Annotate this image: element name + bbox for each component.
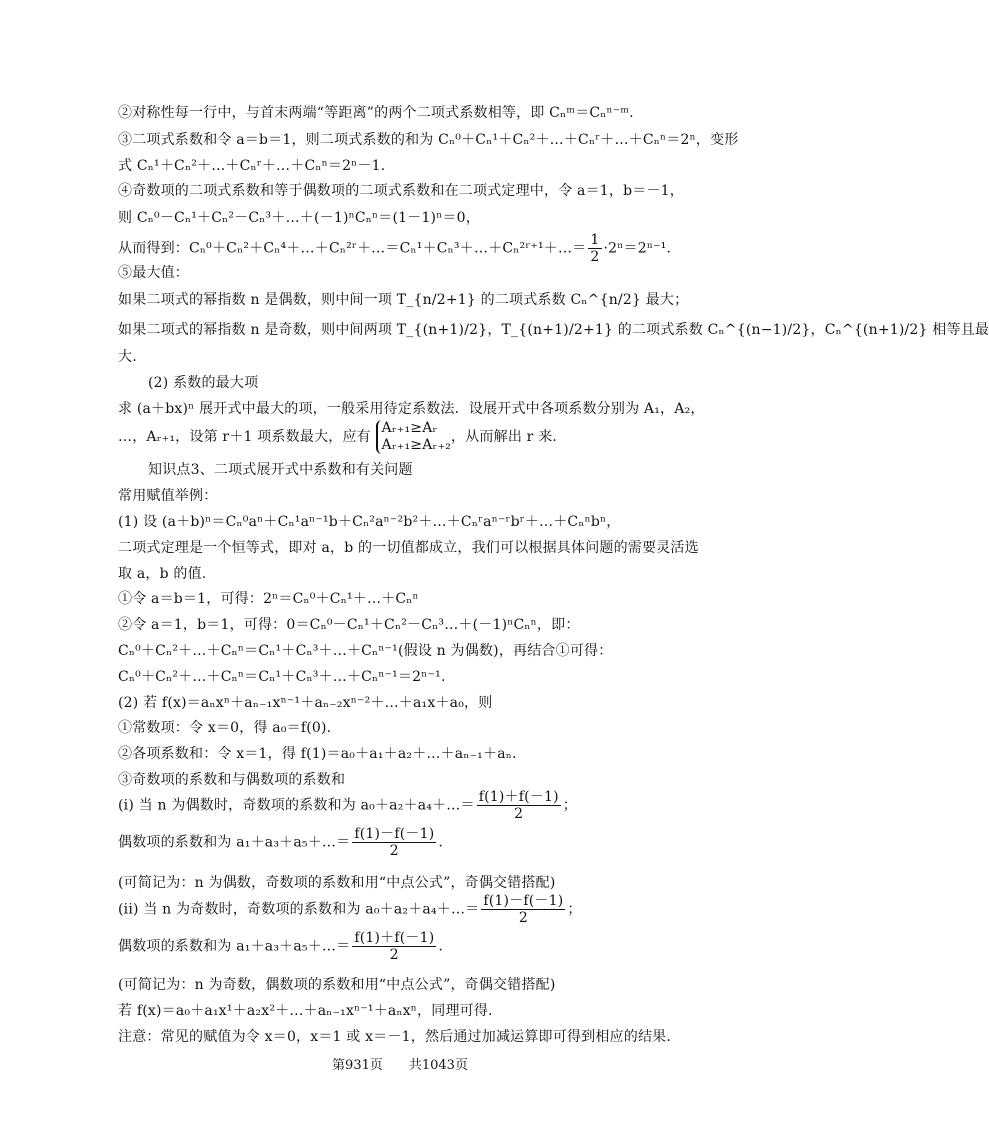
- inequality-row-2: Aᵣ₊₁≥Aᵣ₊₂: [381, 437, 452, 454]
- fraction-numerator: f(1)＋f(－1): [354, 929, 435, 946]
- inequality-system: [376, 420, 451, 454]
- max-system-line: [118, 420, 557, 454]
- even-n-odd-sum-line: [118, 789, 577, 822]
- max-term-heading: (2) 系数的最大项: [148, 374, 259, 391]
- odd-n-odd-sum-line: [118, 893, 582, 926]
- fraction-denominator: 2: [514, 806, 524, 823]
- symmetry-line: ②对称性每一行中，与首末两端“等距离”的两个二项式系数相等，即 Cₙᵐ＝Cₙⁿ⁻ᵐ.: [118, 104, 634, 121]
- max-even-line: 如果二项式的幂指数 n 是偶数，则中间一项 T_{n/2+1} 的二项式系数 Cₙ^{n/2} 最大；: [118, 291, 689, 308]
- fraction-numerator: f(1)－f(－1): [354, 826, 435, 843]
- fraction-numerator: f(1)－f(－1): [483, 892, 564, 909]
- fraction-denominator: 2: [518, 909, 528, 926]
- even-n-even-suffix: .: [438, 834, 444, 851]
- general-poly-line: 若 f(x)＝a₀＋a₁x¹＋a₂x²＋…＋aₙ₋₁xⁿ⁻¹＋aₙxⁿ，同理可得.: [118, 1002, 493, 1019]
- even-n-even-fraction: [352, 826, 436, 859]
- odd-even-sum-line: ④奇数项的二项式系数和等于偶数项的二项式系数和在二项式定理中，令 a＝1，b＝－1，: [118, 183, 684, 200]
- max-term-line: 求 (a＋bx)ⁿ 展开式中最大的项，一般采用待定系数法．设展开式中各项系数分别为 A₁，A₂，: [118, 400, 705, 417]
- note-line: 注意：常见的赋值为令 x＝0，x＝1 或 x＝－1，然后通过加减运算即可得到相应的结果.: [118, 1028, 672, 1045]
- even-n-odd-fraction: [477, 789, 561, 822]
- assign-2-result-line: Cₙ⁰＋Cₙ²＋…＋Cₙⁿ＝Cₙ¹＋Cₙ³＋…＋Cₙⁿ⁻¹＝2ⁿ⁻¹.: [118, 669, 446, 686]
- assign-2-line: ②令 a＝1，b＝1，可得：0＝Cₙ⁰－Cₙ¹＋Cₙ²－Cₙ³…＋(－1)ⁿCₙⁿ，即：: [118, 617, 580, 634]
- coefficient-sum-line: ②各项系数和：令 x＝1，得 f(1)＝a₀＋a₁＋a₂＋…＋aₙ₋₁＋aₙ.: [118, 745, 517, 762]
- even-mnemonic-line: (可简记为：n 为偶数，奇数项的系数和用“中点公式”，奇偶交错搭配): [118, 875, 556, 892]
- expansion-line: (1) 设 (a＋b)ⁿ＝Cₙ⁰aⁿ＋Cₙ¹aⁿ⁻¹b＋Cₙ²aⁿ⁻²b²＋…＋Cₙʳaⁿ⁻ʳbʳ＋…＋Cₙⁿbⁿ，: [118, 513, 621, 530]
- assign-1-line: ①令 a＝b＝1，可得：2ⁿ＝Cₙ⁰＋Cₙ¹＋…＋Cₙⁿ: [118, 591, 419, 608]
- fraction-denominator: 2: [389, 843, 399, 860]
- deduce-prefix: 从而得到：Cₙ⁰＋Cₙ²＋Cₙ⁴＋…＋Cₙ²ʳ＋…＝Cₙ¹＋Cₙ³＋…＋Cₙ²ʳ⁺¹＋…＝: [118, 240, 587, 257]
- odd-mnemonic-line: (可简记为：n 为奇数，偶数项的系数和用“中点公式”，奇偶交错搭配): [118, 977, 556, 994]
- assign-2-cont-line: Cₙ⁰＋Cₙ²＋…＋Cₙⁿ＝Cₙ¹＋Cₙ³＋…＋Cₙⁿ⁻¹(假设 n 为偶数)，再结合①可得：: [118, 643, 613, 660]
- assign-heading: 常用赋值举例：: [118, 487, 218, 504]
- max-odd-line-cont: 大.: [118, 349, 137, 365]
- identity-line-cont: 取 a，b 的值.: [118, 566, 207, 583]
- odd-n-odd-prefix: (ii) 当 n 为奇数时，奇数项的系数和为 a₀＋a₂＋a₄＋…＝: [118, 901, 480, 918]
- odd-n-even-fraction: [352, 930, 436, 963]
- section-title: 知识点3、二项式展开式中系数和有关问题: [148, 461, 413, 478]
- odd-n-odd-fraction: [481, 893, 565, 926]
- max-system-suffix: ，从而解出 r 来.: [451, 429, 558, 446]
- even-n-odd-prefix: (i) 当 n 为偶数时，奇数项的系数和为 a₀＋a₂＋a₄＋…＝: [118, 797, 475, 814]
- deduce-line: [118, 232, 671, 265]
- fraction-denominator: 2: [389, 946, 399, 963]
- max-heading: ⑤最大值：: [118, 264, 189, 281]
- binomial-sum-variant-line: 式 Cₙ¹＋Cₙ²＋…＋Cₙʳ＋…＋Cₙⁿ＝2ⁿ－1.: [118, 157, 386, 174]
- alternating-sum-line: 则 Cₙ⁰－Cₙ¹＋Cₙ²－Cₙ³＋…＋(－1)ⁿCₙⁿ＝(1－1)ⁿ＝0，: [118, 210, 480, 227]
- fraction-numerator: 1: [590, 232, 600, 249]
- odd-n-even-prefix: 偶数项的系数和为 a₁＋a₃＋a₅＋…＝: [118, 938, 351, 955]
- odd-n-even-suffix: .: [438, 938, 444, 955]
- fraction-denominator: 2: [590, 249, 600, 266]
- polynomial-line: (2) 若 f(x)＝aₙxⁿ＋aₙ₋₁xⁿ⁻¹＋aₙ₋₂xⁿ⁻²＋…＋a₁x＋a₀，则: [118, 694, 493, 711]
- odd-n-odd-suffix: ；: [567, 901, 582, 918]
- binomial-sum-line: ③二项式系数和令 a＝b＝1，则二项式系数的和为 Cₙ⁰＋Cₙ¹＋Cₙ²＋…＋Cₙʳ＋…＋Cₙⁿ＝2ⁿ，变形: [118, 131, 739, 148]
- even-n-even-prefix: 偶数项的系数和为 a₁＋a₃＋a₅＋…＝: [118, 834, 351, 851]
- page-footer: 第931页 共1043页: [332, 1058, 468, 1073]
- fraction-numerator: f(1)＋f(－1): [478, 789, 559, 806]
- half-fraction: [588, 232, 601, 265]
- deduce-suffix: ·2ⁿ＝2ⁿ⁻¹.: [603, 240, 672, 257]
- max-odd-line: 如果二项式的幂指数 n 是奇数，则中间两项 T_{(n+1)/2}，T_{(n+1)/2+1} 的二项式系数 Cₙ^{(n−1)/2}，Cₙ^{(n+1)/2} 相等且最: [118, 322, 989, 339]
- odd-n-even-sum-line: [118, 930, 443, 963]
- identity-line: 二项式定理是一个恒等式，即对 a，b 的一切值都成立，我们可以根据具体问题的需要灵活选: [118, 540, 699, 557]
- even-n-even-sum-line: [118, 826, 443, 859]
- inequality-row-1: Aᵣ₊₁≥Aᵣ: [381, 420, 438, 437]
- even-n-odd-suffix: ；: [562, 797, 577, 814]
- odd-even-heading: ③奇数项的系数和与偶数项的系数和: [118, 771, 346, 788]
- constant-term-line: ①常数项：令 x＝0，得 a₀＝f(0).: [118, 719, 332, 736]
- max-system-prefix: …，Aᵣ₊₁，设第 r＋1 项系数最大，应有: [118, 429, 371, 446]
